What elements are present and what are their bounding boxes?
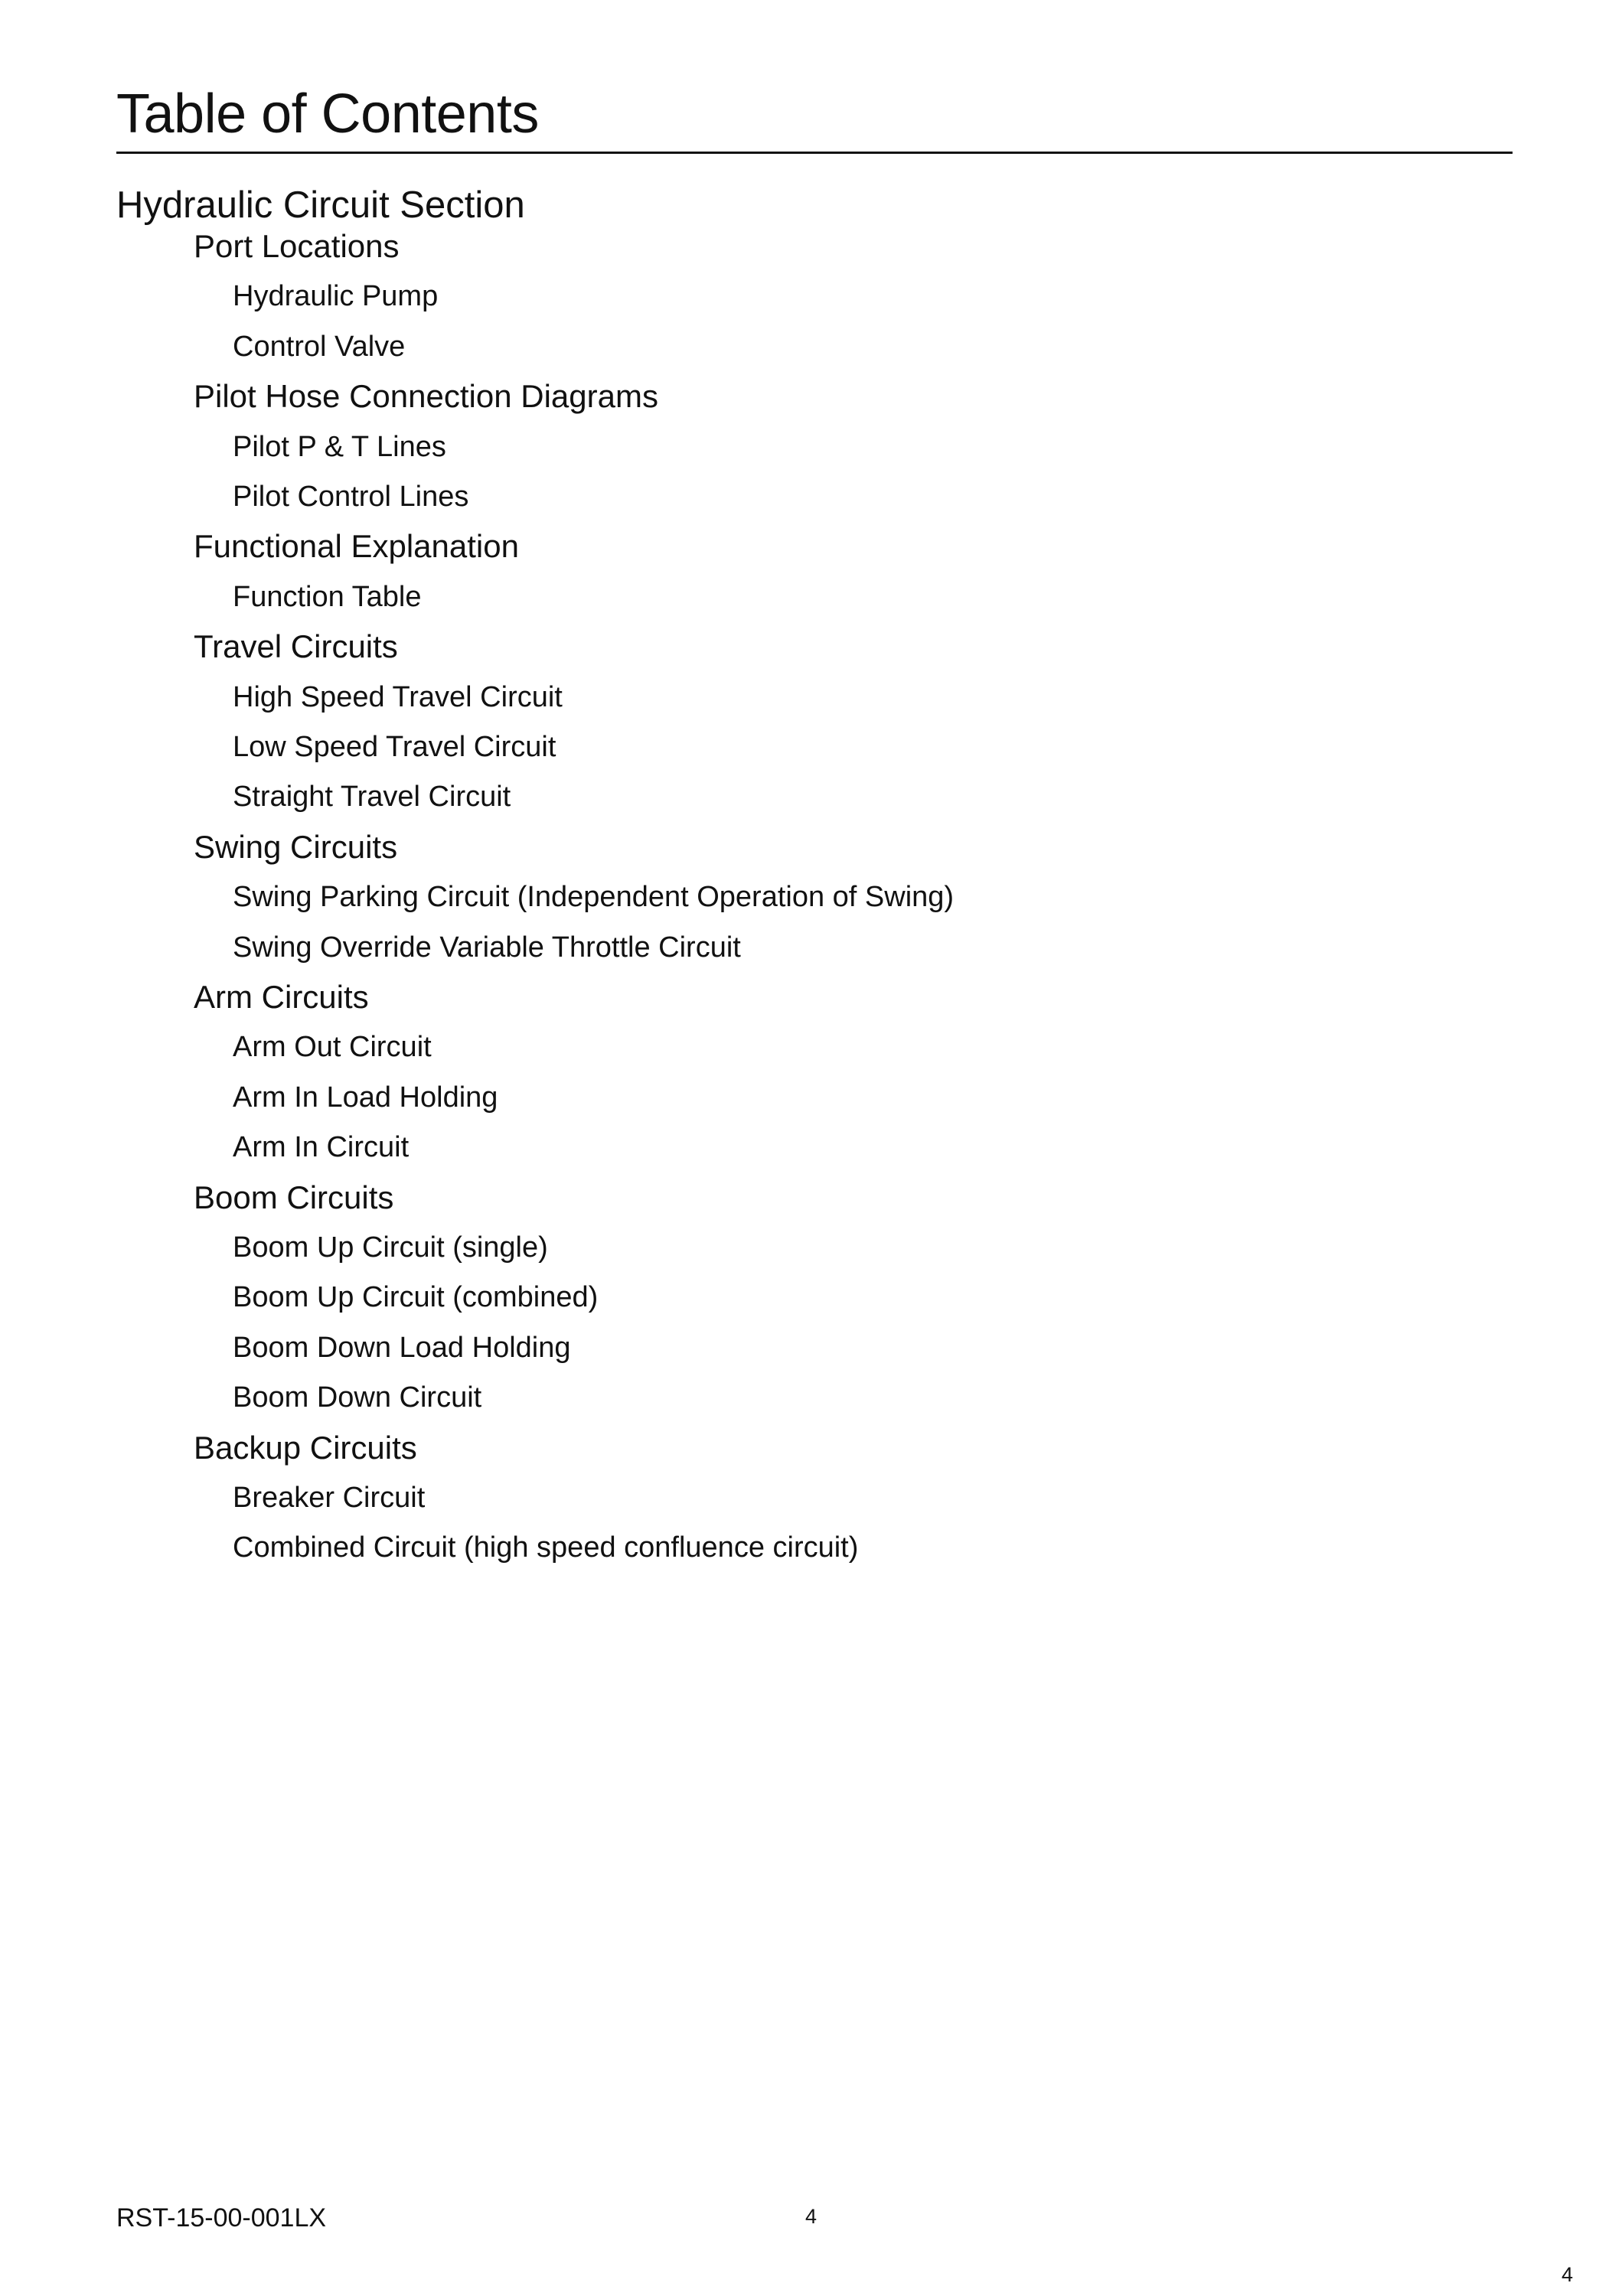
toc-topic-entry[interactable]: Boom Down Load Holding bbox=[233, 1331, 571, 1364]
page-title: Table of Contents bbox=[116, 83, 539, 145]
toc-topic-entry[interactable]: Arm In Circuit bbox=[233, 1131, 410, 1164]
toc-subsection-entry[interactable]: Arm Circuits bbox=[194, 979, 369, 1015]
toc-subsection-entry[interactable]: Port Locations bbox=[194, 228, 400, 264]
toc-subsection-entry[interactable]: Boom Circuits bbox=[194, 1179, 394, 1215]
toc-topic-entry[interactable]: Boom Down Circuit bbox=[233, 1381, 482, 1414]
toc-topic-entry[interactable]: Swing Parking Circuit (Independent Operation of Swing) bbox=[233, 881, 955, 914]
toc-topic-entry[interactable]: Hydraulic Pump bbox=[233, 280, 439, 313]
toc-topic-entry[interactable]: Swing Override Variable Throttle Circuit bbox=[233, 931, 741, 964]
toc-topic-entry[interactable]: Low Speed Travel Circuit bbox=[233, 731, 556, 763]
toc-topic-entry[interactable]: Breaker Circuit bbox=[233, 1482, 426, 1514]
toc-subsection-entry[interactable]: Swing Circuits bbox=[194, 828, 398, 865]
toc-topic-entry[interactable]: Arm Out Circuit bbox=[233, 1031, 432, 1064]
section-heading: Hydraulic Circuit Section bbox=[116, 184, 525, 226]
toc-topic-entry[interactable]: Control Valve bbox=[233, 330, 406, 363]
toc-topic-entry[interactable]: Pilot Control Lines bbox=[233, 481, 469, 513]
toc-topic-entry[interactable]: Function Table bbox=[233, 580, 422, 613]
footer-page-number: 4 bbox=[805, 2205, 818, 2228]
title-divider bbox=[116, 152, 1513, 154]
toc-topic-entry[interactable]: High Speed Travel Circuit bbox=[233, 680, 563, 713]
toc-topic-entry[interactable]: Straight Travel Circuit bbox=[233, 781, 511, 814]
toc-topic-entry[interactable]: Arm In Load Holding bbox=[233, 1081, 498, 1114]
toc-topic-entry[interactable]: Boom Up Circuit (combined) bbox=[233, 1281, 599, 1314]
toc-subsection-entry[interactable]: Backup Circuits bbox=[194, 1429, 417, 1466]
corner-page-number: 4 bbox=[1562, 2263, 1574, 2286]
toc-subsection-entry[interactable]: Functional Explanation bbox=[194, 528, 519, 565]
toc-topic-entry[interactable]: Combined Circuit (high speed confluence circuit) bbox=[233, 1531, 859, 1564]
toc-subsection-entry[interactable]: Travel Circuits bbox=[194, 628, 398, 665]
toc-topic-entry[interactable]: Pilot P & T Lines bbox=[233, 430, 446, 463]
toc-topic-entry[interactable]: Boom Up Circuit (single) bbox=[233, 1231, 548, 1264]
toc-subsection-entry[interactable]: Pilot Hose Connection Diagrams bbox=[194, 378, 658, 415]
footer-document-id: RST-15-00-001LX bbox=[116, 2203, 327, 2232]
